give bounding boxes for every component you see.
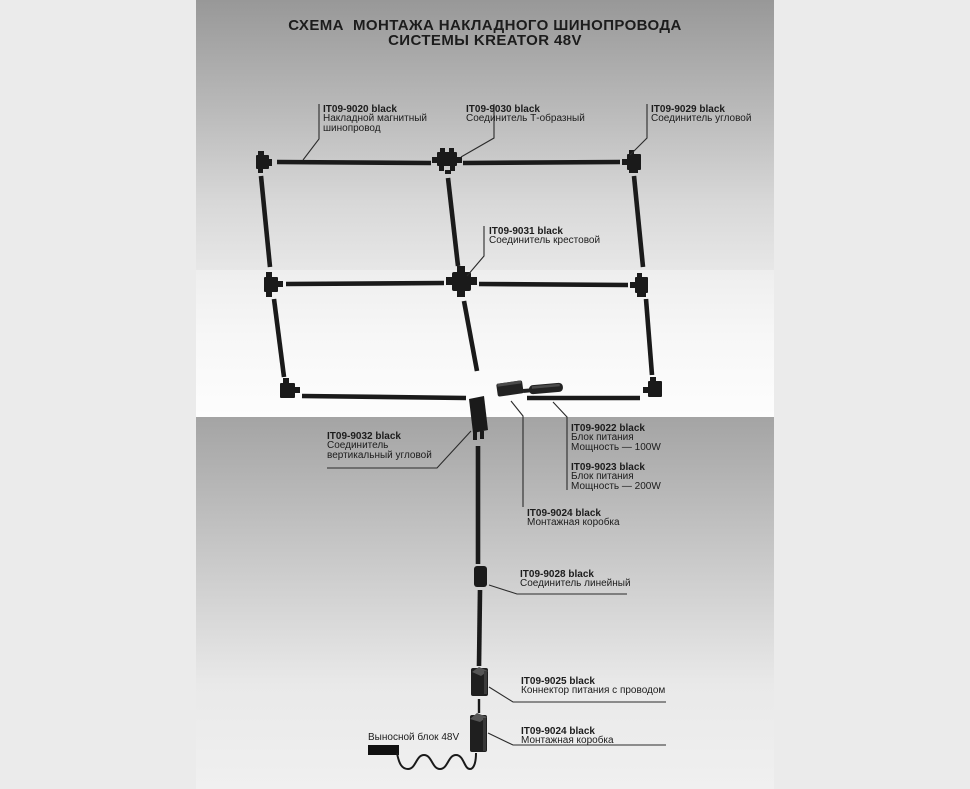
label-code: IT09-9029 black (651, 104, 725, 115)
label-desc: Соединитель линейный (520, 578, 631, 590)
label-desc: шинопровод (323, 122, 381, 134)
label-it09-9024-bottom (521, 727, 614, 746)
label-desc: Соединитель угловой (651, 113, 752, 125)
label-desc: Блок питания (571, 471, 634, 483)
label-it09-9024-top (527, 509, 620, 528)
vertical-corner-connector (469, 396, 488, 440)
track-line (286, 283, 444, 284)
label-code: IT09-9030 black (466, 104, 540, 115)
track-line (479, 284, 628, 285)
track-line (464, 301, 477, 371)
label-desc: Соединитель Т-образный (466, 113, 585, 125)
track-line (274, 299, 284, 377)
track-line (634, 176, 643, 267)
track-line (277, 162, 431, 163)
label-it09-9028 (520, 570, 631, 589)
linear-connector (474, 566, 487, 587)
label-remote-block: Выносной блок 48V (368, 732, 460, 743)
label-desc: Соединитель крестовой (489, 235, 601, 247)
label-it09-9023 (571, 463, 661, 491)
leader-line (553, 402, 567, 490)
corner-connector (280, 378, 300, 398)
track-line (302, 396, 466, 398)
label-desc: Накладной магнитный (323, 113, 428, 125)
power-supply-unit (523, 383, 564, 395)
leader-line (511, 401, 523, 507)
remote-power-block (368, 745, 399, 755)
track-line (479, 590, 480, 666)
track-line (646, 299, 652, 375)
label-it09-9029 (651, 105, 751, 124)
power-cord-wave (397, 753, 476, 769)
label-desc: вертикальный угловой (327, 449, 432, 461)
label-it09-9022 (571, 424, 661, 452)
cross-connector (446, 266, 477, 297)
label-it09-9025 (521, 677, 665, 696)
leader-line (303, 104, 319, 160)
mounting-box (470, 713, 487, 752)
t-connector (630, 273, 648, 297)
label-it09-9031 (489, 227, 600, 246)
page-title-line1: СХЕМА МОНТАЖА НАКЛАДНОГО ШИНОПРОВОДА (288, 17, 682, 34)
label-desc: Мощность — 100W (571, 441, 661, 453)
leader-line (630, 104, 647, 155)
track-line (448, 178, 458, 266)
label-code: IT09-9024 black (527, 508, 601, 519)
track-line (261, 176, 270, 267)
label-it09-9030 (466, 105, 585, 124)
label-desc: Коннектор питания с проводом (521, 685, 666, 697)
label-code: IT09-9028 black (520, 569, 594, 580)
leader-line (467, 226, 484, 276)
corner-connector (643, 377, 662, 397)
label-code: IT09-9031 black (489, 226, 563, 237)
label-code: IT09-9024 black (521, 726, 595, 737)
label-code: IT09-9025 black (521, 676, 595, 687)
mounting-box (496, 380, 524, 396)
label-code: IT09-9022 black (571, 423, 645, 434)
label-desc: Монтажная коробка (527, 517, 620, 529)
t-connector (264, 272, 283, 297)
end-cap-connector (256, 151, 272, 173)
track-line (463, 162, 620, 163)
label-it09-9020 (323, 105, 427, 133)
t-connector (432, 148, 462, 174)
label-desc: Мощность — 200W (571, 480, 661, 492)
page-title-line2: СИСТЕМЫ KREATOR 48V (388, 31, 582, 49)
label-desc: Монтажная коробка (521, 735, 614, 747)
power-feed-connector (471, 667, 488, 696)
label-desc: Соединитель (327, 440, 389, 452)
label-code: IT09-9020 black (323, 104, 397, 115)
label-code: IT09-9032 black (327, 431, 401, 442)
label-code: IT09-9023 black (571, 462, 645, 473)
label-it09-9032 (327, 432, 432, 460)
label-desc: Блок питания (571, 432, 634, 444)
